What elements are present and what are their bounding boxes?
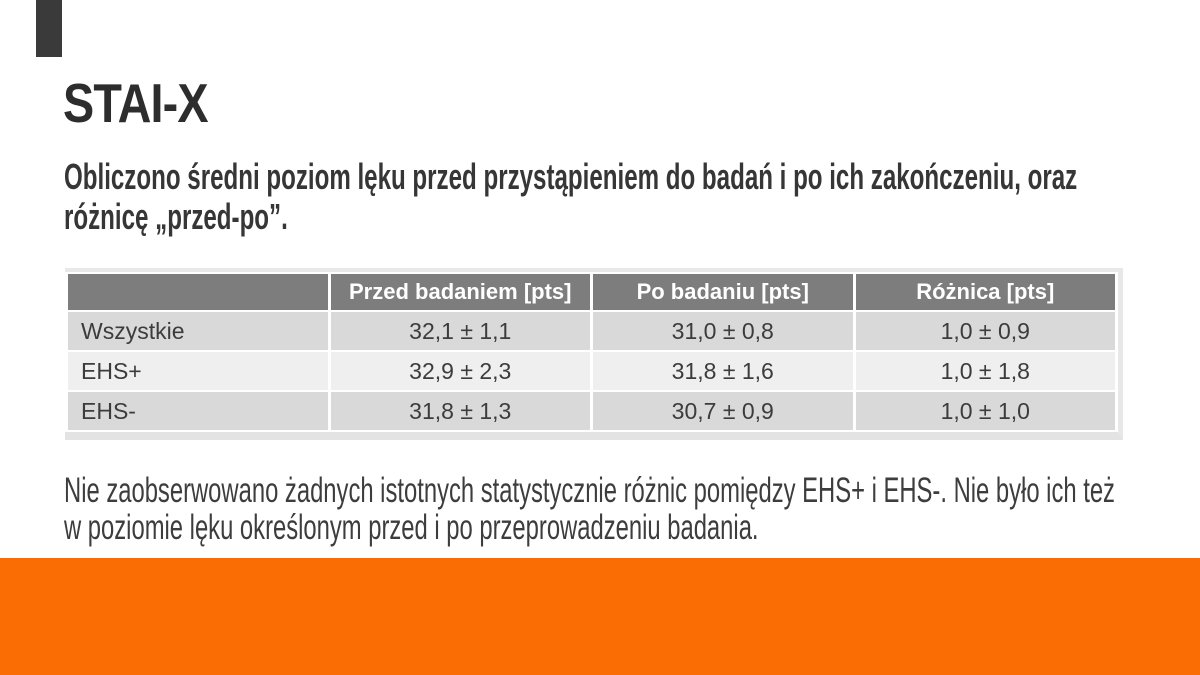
- row-label: EHS+: [68, 352, 328, 390]
- header-cell-roznica: Różnica [pts]: [856, 274, 1116, 310]
- slide-title: STAI-X: [63, 72, 208, 134]
- cell-value: 30,7 ± 0,9: [593, 392, 853, 430]
- row-label: Wszystkie: [68, 312, 328, 350]
- subtitle-line-1: Obliczono średni poziom lęku przed przystąpieniem do badań i po ich zakończeniu, oraz: [64, 156, 1078, 197]
- header-cell-empty: [68, 274, 328, 310]
- table-row-ehs-plus: [68, 352, 1115, 390]
- results-table: [65, 272, 1118, 432]
- table-row-ehs-minus: [68, 392, 1115, 430]
- bottom-accent-band: [0, 558, 1200, 675]
- results-table-frame: [65, 268, 1123, 440]
- cell-value: 1,0 ± 0,9: [856, 312, 1116, 350]
- header-cell-po-badaniu: Po badaniu [pts]: [593, 274, 853, 310]
- slide-subtitle: [64, 157, 1077, 237]
- corner-accent-tab: [36, 0, 62, 57]
- conclusion-paragraph: [64, 472, 1115, 546]
- row-label: EHS-: [68, 392, 328, 430]
- cell-value: 32,1 ± 1,1: [331, 312, 591, 350]
- cell-value: 32,9 ± 2,3: [331, 352, 591, 390]
- table-row-wszystkie: [68, 312, 1115, 350]
- conclusion-line-2: w poziomie lęku określonym przed i po przeprowadzeniu badania.: [64, 508, 759, 547]
- cell-value: 31,8 ± 1,3: [331, 392, 591, 430]
- cell-value: 31,0 ± 0,8: [593, 312, 853, 350]
- subtitle-line-2: różnicę „przed-po”.: [64, 196, 288, 237]
- header-cell-przed-badaniem: Przed badaniem [pts]: [331, 274, 591, 310]
- table-header-row: [68, 274, 1115, 310]
- cell-value: 31,8 ± 1,6: [593, 352, 853, 390]
- cell-value: 1,0 ± 1,0: [856, 392, 1116, 430]
- cell-value: 1,0 ± 1,8: [856, 352, 1116, 390]
- conclusion-line-1: Nie zaobserwowano żadnych istotnych statystycznie różnic pomiędzy EHS+ i EHS-. Nie było ich też: [64, 471, 1115, 510]
